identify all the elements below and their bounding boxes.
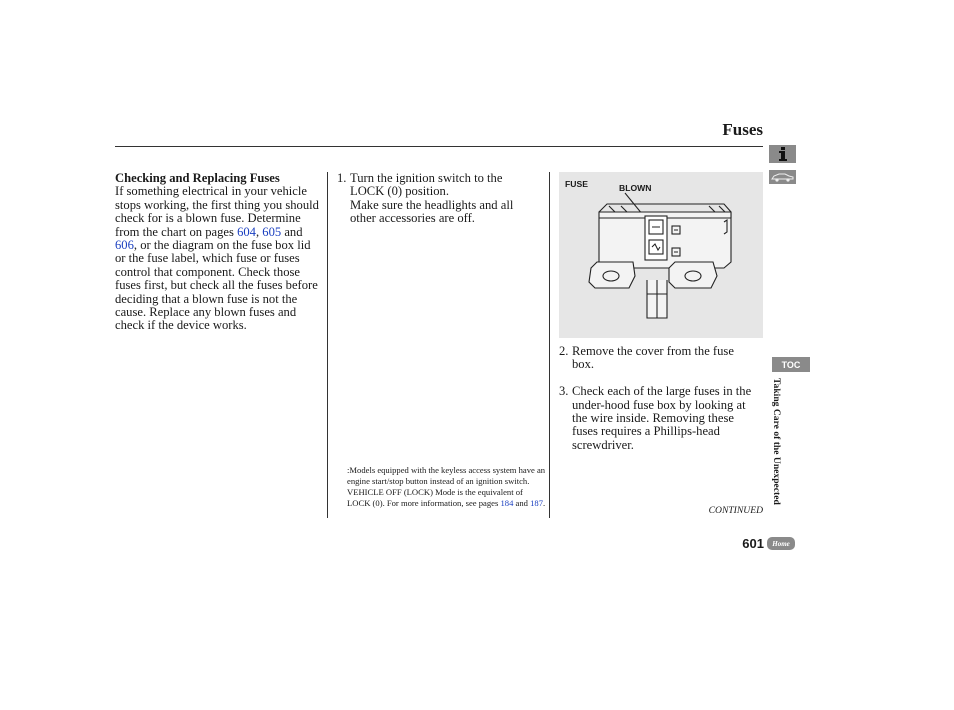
section-tab-text: Taking Care of the Unexpected — [771, 378, 782, 505]
step-number: 2. — [559, 344, 569, 358]
page-link-605[interactable]: 605 — [262, 224, 282, 239]
step-text: Turn the ignition switch to the LOCK (0) position. — [350, 171, 503, 199]
right-column — [559, 345, 759, 452]
footnote-text: Models equipped with the keyless access system have an engine start/stop button instead of an ignition switch. VEHICLE OFF (LOCK) Mode is the equivalent of LOCK (0). For more information, see pages — [347, 465, 546, 508]
page-link-184[interactable]: 184 — [500, 498, 514, 508]
left-bracket — [589, 262, 635, 288]
figure-label-fuse: FUSE — [565, 179, 588, 189]
fuse-figure — [559, 172, 763, 338]
step-1 — [337, 172, 537, 226]
info-glyph — [777, 147, 789, 161]
page-link-606[interactable]: 606 — [115, 238, 134, 253]
middle-column — [337, 172, 537, 226]
footnote-and: and — [515, 498, 528, 508]
left-column — [115, 172, 321, 333]
page-number: 601 — [742, 536, 764, 551]
page-title: Fuses — [722, 120, 763, 139]
step-number: 1. — [337, 171, 347, 185]
continued-label: CONTINUED — [708, 505, 763, 516]
fuse-box-illustration — [559, 172, 763, 338]
intro-paragraph — [115, 185, 321, 332]
car-glyph — [769, 170, 796, 184]
column-divider-2 — [549, 172, 550, 518]
footnote-end: . — [542, 498, 546, 508]
page-link-187[interactable]: 187 — [530, 498, 543, 508]
car-icon[interactable] — [769, 170, 796, 184]
column-divider-1 — [327, 172, 328, 518]
step-2 — [559, 345, 759, 372]
section-tab-label — [769, 378, 783, 528]
section-heading: Checking and Replacing Fuses — [115, 171, 280, 185]
blown-fuse — [645, 216, 667, 260]
footnote — [347, 465, 547, 509]
footnote-marker: : — [347, 465, 350, 475]
link-separator: , — [255, 224, 260, 239]
step-3 — [559, 385, 759, 452]
figure-label-blown: BLOWN — [619, 183, 652, 193]
step-number: 3. — [559, 384, 569, 399]
toc-button[interactable]: TOC — [772, 357, 810, 372]
home-button[interactable]: Home — [767, 537, 795, 550]
link-separator-and: and — [284, 224, 303, 239]
page-link-604[interactable]: 604 — [237, 224, 256, 239]
right-bracket — [669, 262, 717, 288]
step-text: Make sure the headlights and all other accessories are off. — [350, 197, 514, 226]
intro-text-continued: , or the diagram on the fuse box lid or the fuse label, which fuse or fuses control that component. Check those fuses first, but check all the fuses before deciding that a blown fuse is not the cause. Replace any blown fuses and check if the device works. — [115, 238, 318, 333]
info-icon[interactable] — [769, 145, 796, 163]
title-rule — [115, 146, 763, 147]
intro-text: If something electrical in your vehicle stops working, the first thing you should check for is a blown fuse. Determine from the chart on pages — [115, 184, 319, 239]
step-text: Remove the cover from the fuse box. — [572, 344, 734, 372]
step-text: Check each of the large fuses in the under-hood fuse box by looking at the wire inside. Removing these fuses requires a Phillips-head screwdriver. — [572, 384, 752, 452]
